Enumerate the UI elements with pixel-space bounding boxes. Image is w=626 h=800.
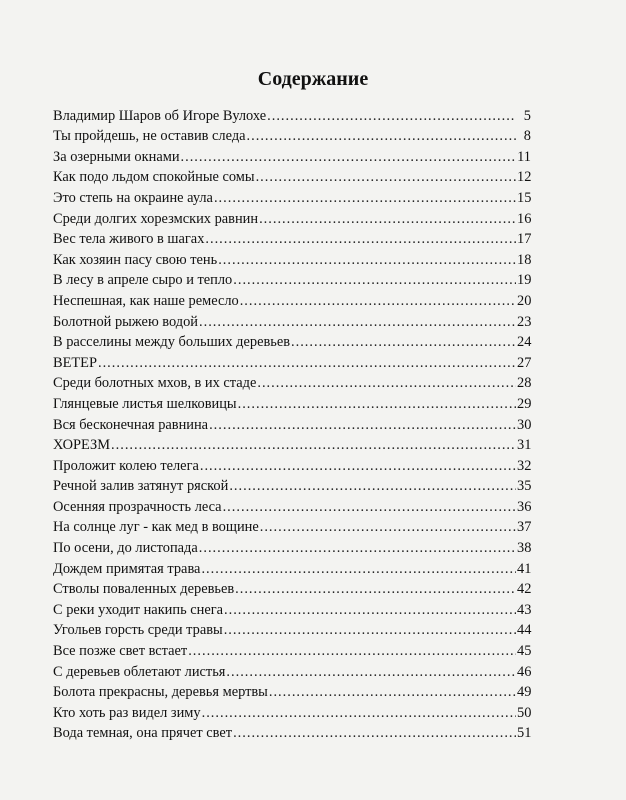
- dot-leader: [238, 395, 516, 413]
- toc-entry-page-number: 16: [517, 210, 532, 227]
- toc-entry-title: В расселины между больших деревьев: [53, 334, 290, 351]
- toc-entry-title: Болота прекрасны, деревья мертвы: [53, 684, 268, 701]
- dot-leader: [229, 477, 516, 495]
- toc-entry: [53, 660, 531, 681]
- toc-entry-title: С реки уходит накипь снега: [53, 601, 224, 618]
- toc-entry-title: Вода темная, она прячет свет: [53, 725, 233, 742]
- toc-entry: [53, 722, 531, 743]
- toc-entry-title: Речной залив затянут ряской: [53, 478, 229, 495]
- toc-entry-title: Угольев горсть среди травы: [53, 622, 223, 639]
- toc-entry-title: Дождем примятая трава: [53, 560, 201, 577]
- toc-entry: [53, 619, 531, 640]
- toc-entry-title: Среди болотных мхов, в их стаде: [53, 375, 257, 392]
- dot-leader: [269, 683, 516, 701]
- dot-leader: [235, 580, 516, 598]
- toc-entry: [53, 228, 531, 249]
- toc-entry-title: Среди долгих хорезмских равнин: [53, 210, 259, 227]
- toc-entry-title: Осенняя прозрачность леса: [53, 498, 222, 515]
- toc-entry: [53, 557, 531, 578]
- dot-leader: [224, 601, 516, 619]
- toc-entry: [53, 413, 531, 434]
- toc-entry-page-number: 37: [517, 519, 532, 536]
- toc-entry-title: На солнце луг - как мед в вощине: [53, 519, 259, 536]
- toc-entry-title: Как подо льдом спокойные сомы: [53, 169, 255, 186]
- toc-entry-page-number: 19: [517, 272, 532, 289]
- dot-leader: [256, 168, 516, 186]
- toc-entry-page-number: 50: [517, 704, 532, 721]
- toc-entry-title: Вес тела живого в шагах: [53, 231, 205, 248]
- dot-leader: [181, 148, 516, 166]
- toc-entry-page-number: 44: [517, 622, 532, 639]
- toc-entry: [53, 269, 531, 290]
- toc-entry: [53, 248, 531, 269]
- toc-entry-page-number: 38: [517, 540, 532, 557]
- toc-entry: [53, 166, 531, 187]
- toc-entry-title: За озерными окнами: [53, 148, 180, 165]
- toc-entry-page-number: 15: [517, 189, 532, 206]
- toc-entry-title: Это степь на окраине аула: [53, 189, 213, 206]
- toc-entry: [53, 104, 531, 125]
- dot-leader: [224, 621, 516, 639]
- dot-leader: [202, 704, 516, 722]
- toc-entry-page-number: 18: [517, 251, 532, 268]
- toc-entry-page-number: 12: [517, 169, 532, 186]
- dot-leader: [98, 354, 516, 372]
- toc-entry-page-number: 49: [517, 684, 532, 701]
- dot-leader: [111, 436, 516, 454]
- toc-entry-title: В лесу в апреле сыро и тепло: [53, 272, 233, 289]
- toc-entry: [53, 145, 531, 166]
- dot-leader: [218, 251, 516, 269]
- toc-entry: [53, 495, 531, 516]
- toc-entry-page-number: 29: [517, 395, 532, 412]
- toc-entry: [53, 701, 531, 722]
- toc-entry: [53, 289, 531, 310]
- toc-entry: [53, 454, 531, 475]
- toc-entry-title: ХОРЕЗМ: [53, 437, 111, 454]
- toc-entry-title: По осени, до листопада: [53, 540, 198, 557]
- toc-entry-page-number: 45: [517, 643, 532, 660]
- toc-entry: [53, 207, 531, 228]
- toc-entry-title: Проложит колею телега: [53, 457, 199, 474]
- toc-entry-title: Вся бесконечная равнина: [53, 416, 209, 433]
- toc-entry-title: С деревьев облетают листья: [53, 663, 226, 680]
- toc-entry-page-number: 23: [517, 313, 532, 330]
- dot-leader: [188, 642, 516, 660]
- toc-entry-title: Неспешная, как наше ремесло: [53, 292, 239, 309]
- toc-entry-page-number: 42: [517, 581, 532, 598]
- toc-entry: [53, 331, 531, 352]
- dot-leader: [291, 333, 516, 351]
- dot-leader: [214, 189, 516, 207]
- dot-leader: [200, 457, 516, 475]
- toc-entry-page-number: 32: [517, 457, 532, 474]
- toc-entry-title: Как хозяин пасу свою тень: [53, 251, 218, 268]
- toc-entry-title: Владимир Шаров об Игоре Вулохе: [53, 107, 267, 124]
- dot-leader: [223, 498, 516, 516]
- toc-entry: [53, 475, 531, 496]
- toc-entry: [53, 681, 531, 702]
- dot-leader: [257, 374, 516, 392]
- toc-entry-page-number: 28: [517, 375, 532, 392]
- toc-entry-page-number: 43: [517, 601, 532, 618]
- table-of-contents: [53, 104, 531, 742]
- toc-entry: [53, 536, 531, 557]
- dot-leader: [233, 724, 516, 742]
- dot-leader: [205, 230, 516, 248]
- toc-entry-title: Стволы поваленных деревьев: [53, 581, 235, 598]
- dot-leader: [199, 313, 516, 331]
- toc-entry-page-number: 51: [517, 725, 532, 742]
- toc-entry-page-number: 41: [517, 560, 532, 577]
- dot-leader: [267, 107, 516, 125]
- dot-leader: [201, 560, 516, 578]
- dot-leader: [233, 271, 516, 289]
- dot-leader: [209, 416, 516, 434]
- toc-entry: [53, 310, 531, 331]
- toc-entry-page-number: 46: [517, 663, 532, 680]
- toc-entry: [53, 516, 531, 537]
- toc-entry-page-number: 36: [517, 498, 532, 515]
- toc-entry-title: Глянцевые листья шелковицы: [53, 395, 237, 412]
- toc-entry: [53, 392, 531, 413]
- dot-leader: [240, 292, 516, 310]
- toc-entry: [53, 639, 531, 660]
- toc-entry: [53, 372, 531, 393]
- toc-entry-title: ВЕТЕР: [53, 354, 97, 371]
- toc-entry: [53, 351, 531, 372]
- toc-entry: [53, 598, 531, 619]
- toc-entry-page-number: 31: [517, 437, 532, 454]
- dot-leader: [247, 127, 516, 145]
- toc-entry-page-number: 17: [517, 231, 532, 248]
- toc-entry-title: Болотной рыжею водой: [53, 313, 198, 330]
- toc-entry: [53, 434, 531, 455]
- dot-leader: [199, 539, 516, 557]
- toc-entry-page-number: 27: [517, 354, 532, 371]
- toc-entry-page-number: 35: [517, 478, 532, 495]
- toc-entry-page-number: 11: [517, 148, 531, 165]
- dot-leader: [226, 663, 516, 681]
- toc-entry-page-number: 20: [517, 292, 532, 309]
- toc-entry: [53, 186, 531, 207]
- toc-entry-page-number: 30: [517, 416, 532, 433]
- dot-leader: [260, 518, 516, 536]
- toc-entry-page-number: 5: [523, 107, 531, 124]
- toc-entry-title: Ты пройдешь, не оставив следа: [53, 128, 246, 145]
- toc-entry: [53, 125, 531, 146]
- toc-entry-title: Кто хоть раз видел зиму: [53, 704, 201, 721]
- toc-entry-page-number: 24: [517, 334, 532, 351]
- toc-entry-page-number: 8: [523, 128, 531, 145]
- toc-entry: [53, 578, 531, 599]
- page-title: Содержание: [257, 68, 369, 90]
- toc-entry-title: Все позже свет встает: [53, 643, 188, 660]
- dot-leader: [259, 210, 516, 228]
